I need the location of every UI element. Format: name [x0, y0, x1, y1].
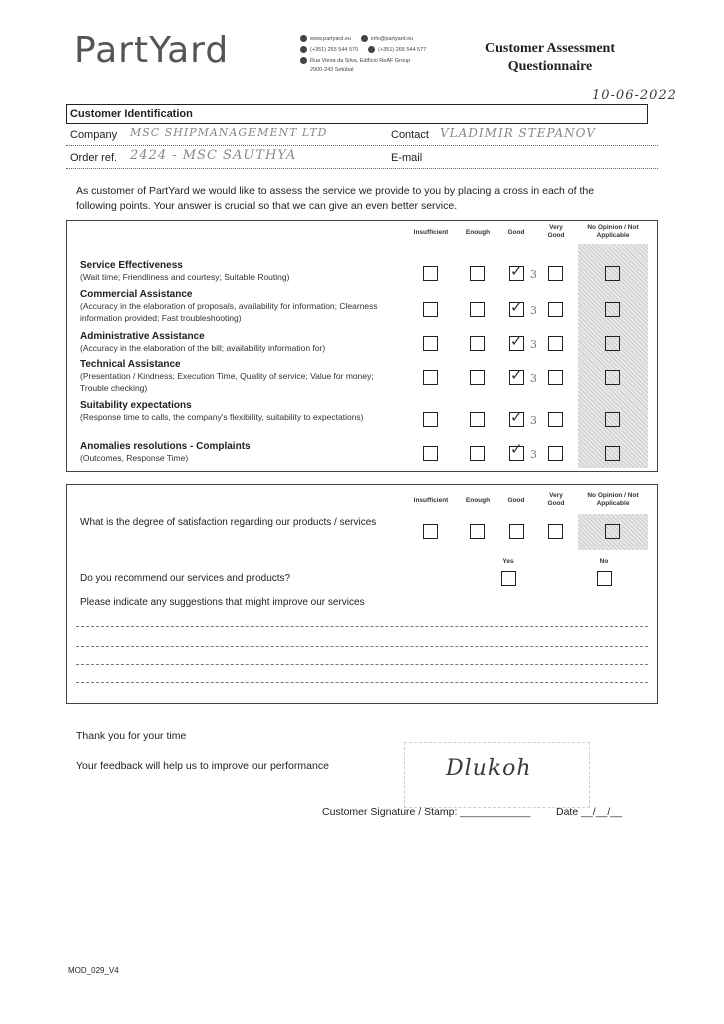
col-enough: Enough [465, 229, 491, 236]
suggestion-line[interactable] [76, 646, 648, 647]
website-text: www.partyard.eu [310, 36, 351, 42]
row-desc: (Response time to calls, the company's flexibility, suitability to expectations) [80, 412, 364, 422]
r4-very-good-checkbox[interactable] [548, 370, 563, 385]
r2-very-good-checkbox[interactable] [548, 302, 563, 317]
col-no-opinion: No Opinion / Not Applicable [587, 224, 639, 239]
row-title: Administrative Assistance [80, 331, 205, 342]
rating-row-2 [80, 289, 400, 324]
row-desc: (Wait time; Friendliness and courtesy; Suitable Routing) [80, 272, 290, 282]
col-very-good: Very Good [547, 224, 565, 239]
r2-no-opinion-checkbox[interactable] [605, 302, 620, 317]
col-good: Good [507, 229, 525, 236]
suggestions-prompt: Please indicate any suggestions that might improve our services [80, 597, 365, 608]
r5-note: 3 [530, 414, 537, 427]
row-desc: (Accuracy in the elaboration of the bill; availability information for) [80, 343, 326, 353]
r2-note: 3 [530, 304, 537, 317]
partyard-logo: PartYard [74, 30, 230, 71]
signature-label: Customer Signature / Stamp: ____________ [322, 806, 531, 818]
order-value: 2424 - MSC SAUTHYA [130, 148, 297, 163]
company-label: Company [70, 129, 118, 141]
r2-insufficient-checkbox[interactable] [423, 302, 438, 317]
row-title: Anomalies resolutions - Complaints [80, 441, 251, 452]
r4-insufficient-checkbox[interactable] [423, 370, 438, 385]
r6-good-tick: ✓ [510, 441, 523, 458]
r1-enough-checkbox[interactable] [470, 266, 485, 281]
thanks-text: Thank you for your time [76, 730, 187, 742]
document-title [470, 40, 630, 76]
r5-good-tick: ✓ [510, 409, 523, 426]
r3-enough-checkbox[interactable] [470, 336, 485, 351]
suggestion-line[interactable] [76, 664, 648, 665]
r6-enough-checkbox[interactable] [470, 446, 485, 461]
suggestion-line[interactable] [76, 626, 648, 627]
row-title: Suitability expectations [80, 400, 192, 411]
recommend-question: Do you recommend our services and products? [80, 573, 291, 584]
sat-col-good: Good [507, 497, 525, 504]
r4-good-tick: ✓ [510, 367, 523, 384]
phone1-text: (+351) 265 544 570 [310, 47, 359, 53]
rating-row-1 [80, 260, 400, 283]
suggestion-line[interactable] [76, 682, 648, 683]
r5-insufficient-checkbox[interactable] [423, 412, 438, 427]
customer-identification-title: Customer Identification [70, 108, 193, 120]
fax-icon [368, 46, 375, 53]
r1-note: 3 [530, 268, 537, 281]
title-line-2: Questionnaire [507, 59, 593, 74]
sat-col-very-good: Very Good [547, 492, 565, 507]
feedback-text: Your feedback will help us to improve our performance [76, 760, 329, 772]
r5-very-good-checkbox[interactable] [548, 412, 563, 427]
r6-insufficient-checkbox[interactable] [423, 446, 438, 461]
recommend-yes-checkbox[interactable] [501, 571, 516, 586]
r6-note: 3 [530, 448, 537, 461]
row-title: Service Effectiveness [80, 260, 183, 271]
company-line [66, 145, 658, 146]
satisfaction-question: What is the degree of satisfaction regarding our products / services [80, 517, 377, 528]
row-desc: (Presentation / Kindness; Execution Time, Quality of service; Value for money; Trouble checking) [80, 371, 374, 393]
order-line [66, 168, 658, 169]
sat-insufficient-checkbox[interactable] [423, 524, 438, 539]
row-title: Technical Assistance [80, 359, 181, 370]
r1-very-good-checkbox[interactable] [548, 266, 563, 281]
phone2-text: (+351) 265 544 577 [378, 47, 427, 53]
row-desc: (Accuracy in the elaboration of proposals, availability for information; Clearness information provided; Fast troubleshooting) [80, 301, 378, 323]
handwritten-date: 10-06-2022 [592, 88, 677, 103]
r6-no-opinion-checkbox[interactable] [605, 446, 620, 461]
sat-good-checkbox[interactable] [509, 524, 524, 539]
contact-label: Contact [391, 129, 429, 141]
order-label: Order ref. [70, 152, 118, 164]
r4-no-opinion-checkbox[interactable] [605, 370, 620, 385]
sat-enough-checkbox[interactable] [470, 524, 485, 539]
r4-enough-checkbox[interactable] [470, 370, 485, 385]
email-label: E-mail [391, 152, 423, 164]
location-icon [300, 57, 307, 64]
recommend-no-checkbox[interactable] [597, 571, 612, 586]
r1-insufficient-checkbox[interactable] [423, 266, 438, 281]
r3-note: 3 [530, 338, 537, 351]
sat-col-insufficient: Insufficient [413, 497, 449, 504]
phone-icon [300, 46, 307, 53]
r1-no-opinion-checkbox[interactable] [605, 266, 620, 281]
intro-paragraph: As customer of PartYard we would like to assess the service we provide to you by placing a cross in each of the following points. Your answer is crucial so that we can give an even better service. [76, 185, 595, 212]
sat-very-good-checkbox[interactable] [548, 524, 563, 539]
sat-no-opinion-checkbox[interactable] [605, 524, 620, 539]
sat-col-enough: Enough [465, 497, 491, 504]
sat-col-no-opinion: No Opinion / Not Applicable [587, 492, 639, 507]
r3-very-good-checkbox[interactable] [548, 336, 563, 351]
r5-enough-checkbox[interactable] [470, 412, 485, 427]
col-insufficient: Insufficient [413, 229, 449, 236]
r3-insufficient-checkbox[interactable] [423, 336, 438, 351]
r1-good-tick: ✓ [510, 263, 523, 280]
r3-good-tick: ✓ [510, 333, 523, 350]
form-code: MOD_029_V4 [68, 966, 119, 975]
address2-text: 2900-243 Setúbal [310, 67, 354, 73]
yes-label: Yes [502, 558, 514, 565]
rating-row-5 [80, 400, 400, 423]
no-label: No [599, 558, 609, 565]
r6-very-good-checkbox[interactable] [548, 446, 563, 461]
mail-icon [361, 35, 368, 42]
address1-text: Rua Vieira da Silva, Edifício ReAF Group [310, 58, 411, 64]
customer-signature: Dlukoh [446, 756, 532, 781]
rating-row-3 [80, 331, 400, 354]
title-line-1: Customer Assessment [484, 41, 615, 56]
r4-note: 3 [530, 372, 537, 385]
email-text: info@partyard.eu [370, 36, 414, 42]
contact-value: VLADIMIR STEPANOV [440, 126, 596, 140]
contact-info [300, 34, 426, 73]
r5-no-opinion-checkbox[interactable] [605, 412, 620, 427]
date-label: Date __/__/__ [556, 806, 622, 818]
r3-no-opinion-checkbox[interactable] [605, 336, 620, 351]
r2-enough-checkbox[interactable] [470, 302, 485, 317]
row-desc: (Outcomes, Response Time) [80, 453, 189, 463]
rating-row-4 [80, 359, 400, 394]
globe-icon [300, 35, 307, 42]
rating-row-6 [80, 441, 400, 464]
row-title: Commercial Assistance [80, 289, 193, 300]
r2-good-tick: ✓ [510, 299, 523, 316]
company-value: MSC SHIPMANAGEMENT LTD [130, 126, 328, 139]
